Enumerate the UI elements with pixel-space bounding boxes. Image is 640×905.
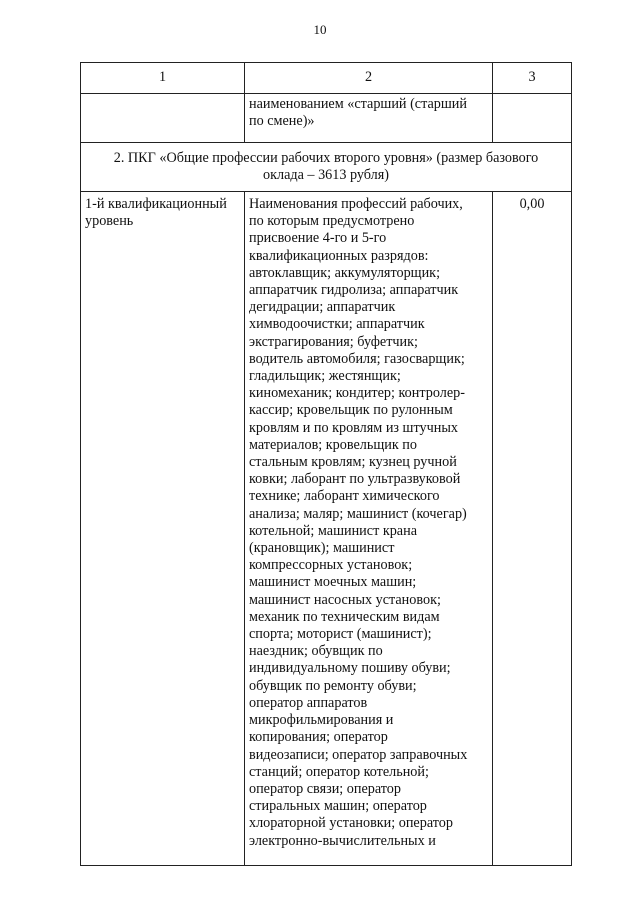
profession-line: оператор связи; оператор [249, 780, 401, 797]
pkg-heading-line: 2. ПКГ «Общие профессии рабочих второго уровня» (размер базового [113, 149, 539, 166]
page-number: 10 [313, 22, 327, 37]
profession-line: механик по техническим видам [249, 608, 440, 625]
continuation-line: наименованием «старший (старший [249, 96, 467, 112]
profession-line: гладильщик; жестянщик; [249, 368, 401, 385]
profession-line: машинист насосных установок; [249, 591, 441, 608]
continuation-value-cell [493, 94, 572, 143]
continuation-empty-cell [81, 94, 245, 143]
profession-line: копирования; оператор [249, 729, 388, 746]
profession-line: стиральных машин; оператор [249, 798, 427, 815]
profession-line: экстрагирования; буфетчик; [249, 333, 418, 350]
profession-line: микрофильмирования и [249, 712, 394, 729]
profession-line: материалов; кровельщик по [249, 436, 417, 453]
table-header-row [81, 63, 572, 94]
profession-line: анализа; маляр; машинист (кочегар) [249, 505, 467, 522]
pkg-heading-cell [81, 143, 572, 192]
pkg-heading-line: оклада – 3613 рубля) [263, 167, 389, 183]
profession-line: хлораторной установки; оператор [249, 815, 453, 832]
document-table [80, 62, 572, 866]
pkg-heading-row [81, 143, 572, 192]
profession-line: по которым предусмотрено [249, 213, 415, 230]
profession-line: оператор аппаратов [249, 694, 368, 711]
continuation-row [81, 94, 572, 143]
profession-line: видеозаписи; оператор заправочных [249, 746, 468, 763]
header-cell-3: 3 [493, 63, 572, 94]
level-label-cell [81, 192, 245, 866]
profession-line: компрессорных установок; [249, 557, 413, 574]
profession-line: кассир; кровельщик по рулонным [249, 402, 453, 419]
header-cell-1: 1 [81, 63, 245, 94]
profession-line: присвоение 4-го и 5-го [249, 230, 387, 247]
continuation-line: по смене)» [249, 113, 315, 130]
profession-line: обувщик по ремонту обуви; [249, 677, 417, 694]
profession-line: Наименования профессий рабочих, [249, 196, 463, 212]
profession-line: кровлям и по кровлям из штучных [249, 419, 458, 436]
profession-line: наездник; обувщик по [249, 643, 383, 660]
profession-line: химводоочистки; аппаратчик [249, 316, 425, 333]
profession-line: технике; лаборант химического [249, 488, 440, 505]
profession-line: киномеханик; кондитер; контролер- [249, 385, 465, 402]
profession-line: котельной; машинист крана [249, 522, 417, 539]
profession-line: автоклавщик; аккумуляторщик; [249, 264, 441, 281]
profession-line: (крановщик); машинист [249, 540, 395, 557]
profession-line: индивидуальному пошиву обуви; [249, 660, 451, 677]
profession-line: станций; оператор котельной; [249, 763, 429, 780]
profession-line: аппаратчик гидролиза; аппаратчик [249, 282, 459, 299]
profession-line: электронно-вычислительных и [249, 832, 436, 849]
professions-cell [245, 192, 493, 866]
qualification-level-row [81, 192, 572, 866]
profession-line: квалификационных разрядов: [249, 247, 429, 264]
profession-line: стальным кровлям; кузнец ручной [249, 454, 457, 471]
continuation-text-cell [245, 94, 493, 143]
header-cell-2: 2 [245, 63, 493, 94]
profession-line: спорта; моторист (машинист); [249, 626, 432, 643]
profession-line: дегидрации; аппаратчик [249, 299, 396, 316]
profession-line: ковки; лаборант по ультразвуковой [249, 471, 461, 488]
level-label-line: уровень [85, 213, 134, 230]
level-label-line: 1-й квалификационный [85, 196, 227, 212]
profession-line: машинист моечных машин; [249, 574, 417, 591]
profession-line: водитель автомобиля; газосварщик; [249, 350, 465, 367]
level-value-cell: 0,00 [493, 192, 572, 866]
